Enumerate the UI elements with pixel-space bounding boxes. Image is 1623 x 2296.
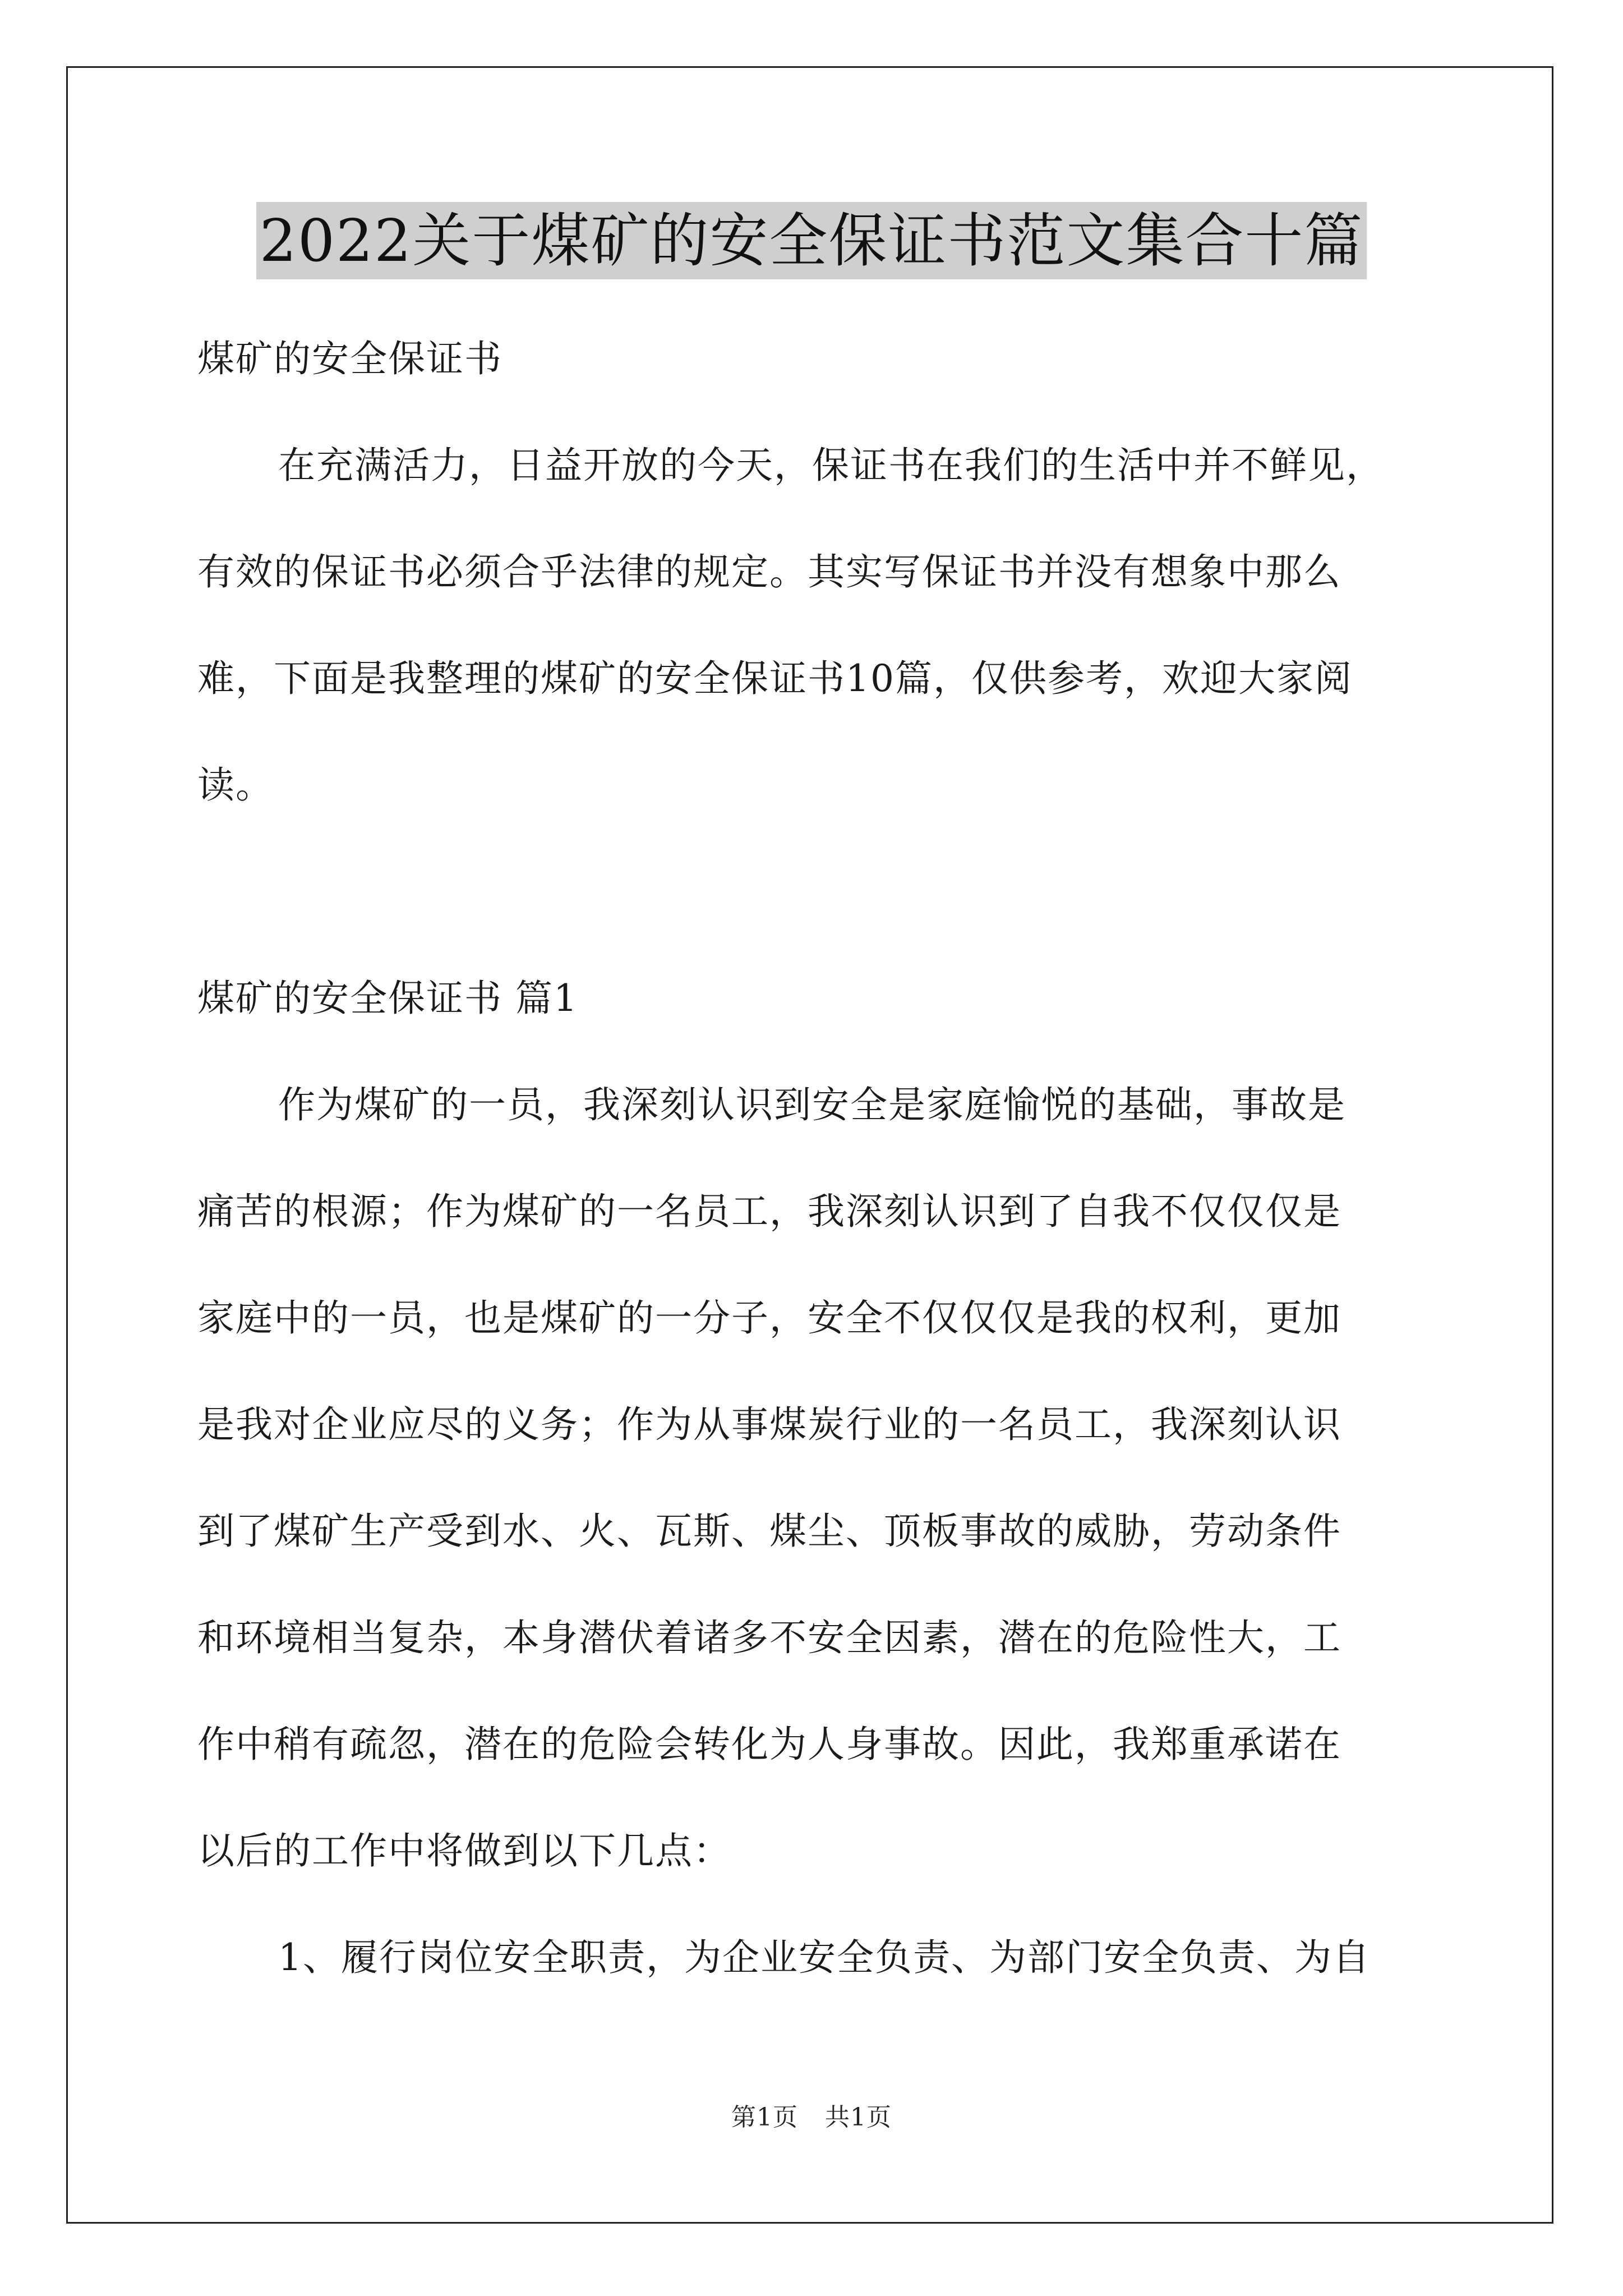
intro-line: 在充满活力，日益开放的今天，保证书在我们的生活中并不鲜见，	[278, 444, 1384, 487]
section-line: 痛苦的根源；作为煤矿的一名员工，我深刻认识到了自我不仅仅仅是	[197, 1190, 1341, 1233]
intro-heading: 煤矿的安全保证书	[197, 337, 502, 380]
section-line: 到了煤矿生产受到水、火、瓦斯、煤尘、顶板事故的威胁，劳动条件	[197, 1510, 1341, 1553]
list-item-line: 1、履行岗位安全职责，为企业安全负责、为部门安全负责、为自	[278, 1936, 1371, 1979]
page-footer	[0, 2101, 1623, 2134]
page-number: 第1页	[731, 2103, 798, 2132]
intro-line: 读。	[197, 763, 274, 807]
section-line: 和环境相当复杂，本身潜伏着诸多不安全因素，潜在的危险性大，工	[197, 1616, 1341, 1659]
section-line: 家庭中的一员，也是煤矿的一分子，安全不仅仅仅是我的权利，更加	[197, 1296, 1341, 1340]
intro-line: 有效的保证书必须合乎法律的规定。其实写保证书并没有想象中那么	[197, 550, 1341, 593]
section-line: 是我对企业应尽的义务；作为从事煤炭行业的一名员工，我深刻认识	[197, 1403, 1341, 1446]
document-title: 2022关于煤矿的安全保证书范文集合十篇	[256, 202, 1367, 279]
section-line: 以后的工作中将做到以下几点：	[197, 1829, 731, 1872]
section-line: 作为煤矿的一员，我深刻认识到安全是家庭愉悦的基础，事故是	[278, 1083, 1346, 1126]
intro-line: 难，下面是我整理的煤矿的安全保证书10篇，仅供参考，欢迎大家阅	[197, 657, 1353, 700]
section-line: 作中稍有疏忽，潜在的危险会转化为人身事故。因此，我郑重承诺在	[197, 1723, 1341, 1766]
page-total: 共1页	[825, 2103, 892, 2132]
section-heading: 煤矿的安全保证书 篇1	[197, 977, 578, 1020]
spacer	[197, 839, 1434, 945]
document-body	[197, 306, 1434, 2011]
title-wrap	[0, 202, 1623, 279]
